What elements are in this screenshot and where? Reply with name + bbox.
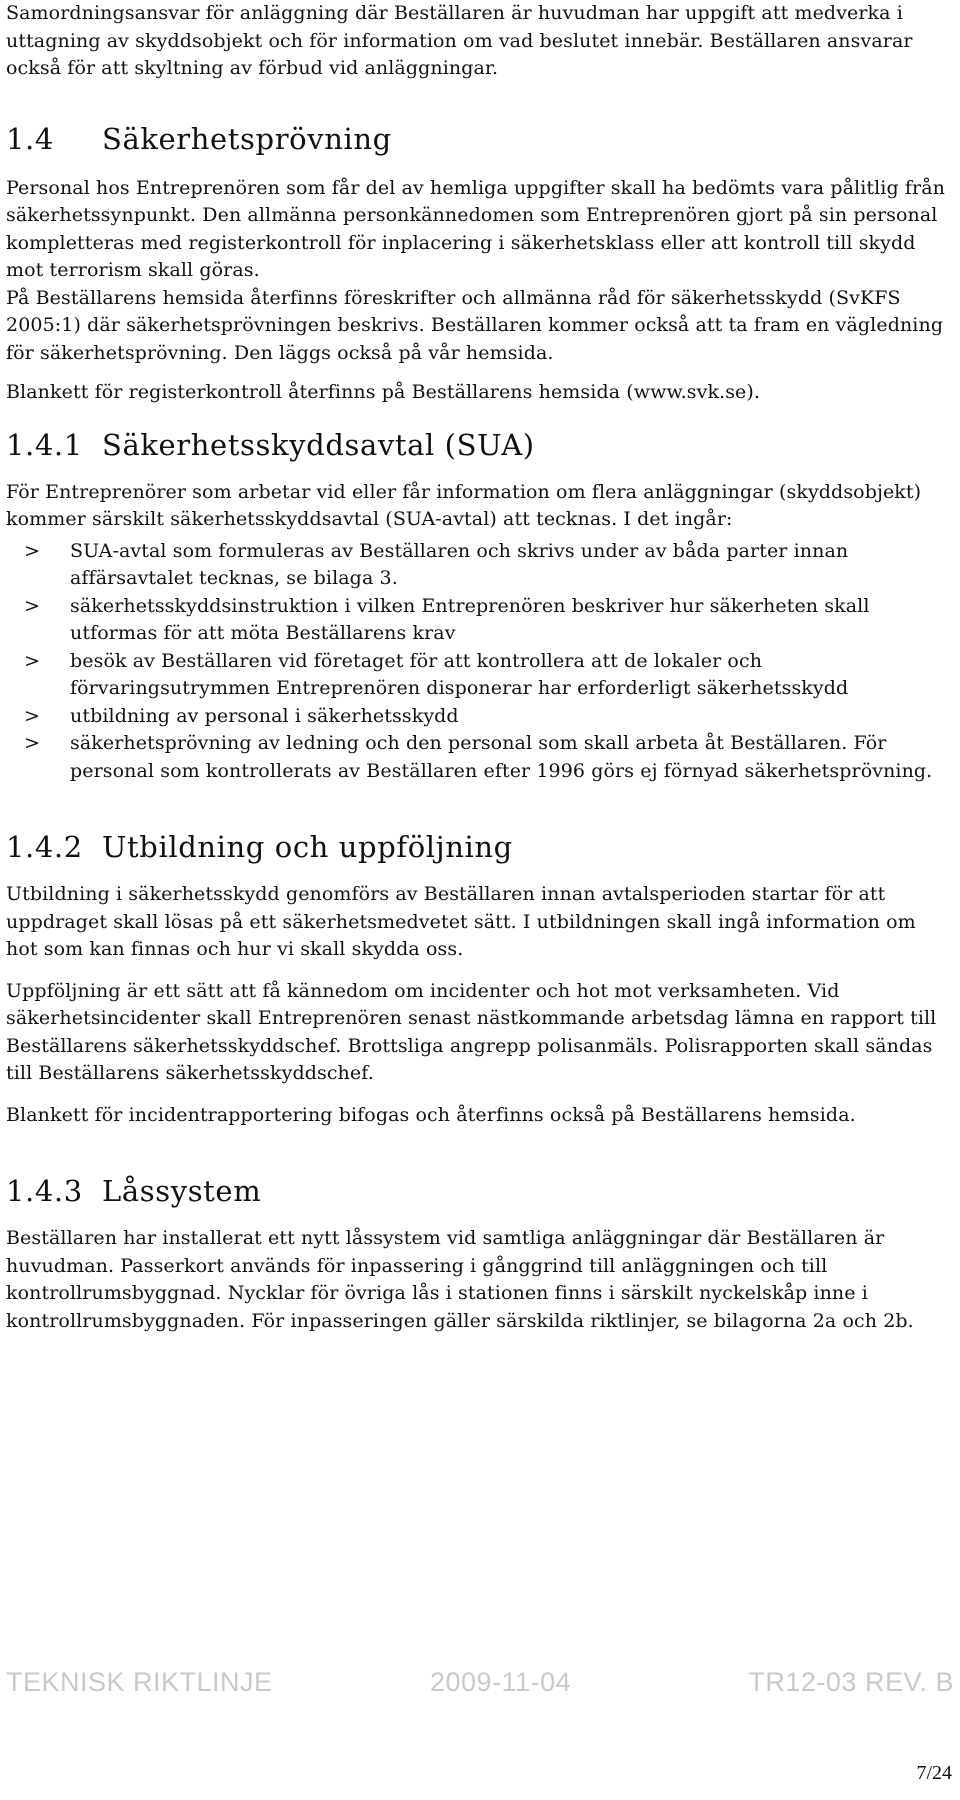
- page-number: 7/24: [916, 1762, 952, 1784]
- heading-1-4-number: 1.4: [6, 121, 54, 156]
- section-1-4-paragraph-2: På Beställarens hemsida återfinns föreskrifter och allmänna råd för säkerhetsskydd (SvKFS 2005:1) där säkerhetsprövningen beskrivs. Beställaren kommer också att ta fram en vägledning för säkerhetsprövning. Den läggs också på vår hemsida.: [6, 286, 944, 364]
- list-item: > besök av Beställaren vid företaget för att kontrollera att de lokaler och förvaringsutrymmen Entreprenören disponerar har erforderligt säkerhetsskydd: [24, 649, 849, 699]
- sua-requirements-list: [6, 538, 950, 786]
- list-marker: >: [24, 732, 41, 754]
- page-footer: [6, 1667, 954, 1701]
- list-item: > utbildning av personal i säkerhetsskydd: [6, 703, 950, 731]
- list-marker: >: [24, 704, 41, 727]
- heading-1-4: [6, 121, 950, 157]
- footer-revision: TR12-03 REV. B: [748, 1667, 954, 1697]
- section-1-4-1-paragraph-1: För Entreprenörer som arbetar vid eller får information om flera anläggningar (skyddsobjekt) kommer särskilt säkerhetsskyddsavtal (SUA-avtal) att tecknas. I det ingår:: [6, 480, 922, 530]
- footer-document-type: TEKNISK RIKTLINJE: [6, 1667, 273, 1697]
- list-item: > säkerhetsprövning av ledning och den personal som skall arbeta åt Beställaren. För personal som kontrollerats av Beställaren efter 1996 görs ej förnyad säkerhetsprövning.: [24, 732, 933, 782]
- heading-1-4-1-number: 1.4.1: [6, 427, 83, 462]
- heading-1-4-2: [6, 829, 950, 865]
- list-marker: >: [24, 649, 41, 672]
- heading-1-4-1-title: Säkerhetsskyddsavtal (SUA): [102, 427, 535, 462]
- section-1-4-paragraph-1: Personal hos Entreprenören som får del av hemliga uppgifter skall ha bedömts vara pålitlig från säkerhetssynpunkt. Den allmänna personkännedomen som Entreprenören gjort på sin personal kompletteras med registerkontroll för inplacering i säkerhetsklass eller att kontroll till skydd mot terrorism skall göras.: [6, 176, 945, 281]
- heading-1-4-2-number: 1.4.2: [6, 830, 83, 864]
- footer-date: 2009-11-04: [430, 1667, 572, 1697]
- list-item: > säkerhetsskyddsinstruktion i vilken Entreprenören beskriver hur säkerheten skall utformas för att möta Beställarens krav: [24, 594, 870, 644]
- heading-1-4-1: [6, 427, 950, 463]
- list-item: > SUA-avtal som formuleras av Beställaren och skrivs under av båda parter innan affärsavtalet tecknas, se bilaga 3.: [24, 539, 849, 589]
- heading-1-4-2-title: Utbildning och uppföljning: [102, 830, 513, 864]
- section-1-4-2-paragraph-1: Utbildning i säkerhetsskydd genomförs av Beställaren innan avtalsperioden startar för att uppdraget skall lösas på ett säkerhetsmedvetet sätt. I utbildningen skall ingå information om hot som kan finnas och hur vi skall skydda oss.: [6, 883, 916, 960]
- heading-1-4-3: [6, 1173, 950, 1209]
- heading-1-4-3-title: Låssystem: [102, 1174, 262, 1208]
- intro-paragraph: Samordningsansvar för anläggning där Beställaren är huvudman har uppgift att medverka i uttagning av skyddsobjekt och för information om vad beslutet innebär. Beställaren ansvarar också för att skyltning av förbud vid anläggningar.: [6, 2, 913, 79]
- heading-1-4-3-number: 1.4.3: [6, 1174, 83, 1208]
- heading-1-4-title: Säkerhetsprövning: [102, 121, 392, 156]
- section-1-4-paragraph-3: Blankett för registerkontroll återfinns på Beställarens hemsida (www.svk.se).: [6, 381, 761, 403]
- list-marker: >: [24, 594, 41, 617]
- section-1-4-2-paragraph-2: Uppföljning är ett sätt att få kännedom om incidenter och hot mot verksamheten. Vid säkerhetsincidenter skall Entreprenören senast nästkommande arbetsdag lämna en rapport till Beställarens säkerhetsskyddschef. Brottsliga angrepp polisanmäls. Polisrapporten skall sändas till Beställarens säkerhetsskyddschef.: [6, 979, 937, 1084]
- document-body: [6, 0, 950, 1335]
- list-marker: >: [24, 539, 41, 562]
- section-1-4-3-paragraph-1: Beställaren har installerat ett nytt låssystem vid samtliga anläggningar där Beställaren är huvudman. Passerkort används för inpassering i gånggrind till anläggningen och till kontrollrumsbyggnad. Nycklar för övriga lås i stationen finns i särskilt nyckelskåp inne i kontrollrumsbyggnaden. För inpasseringen gäller särskilda riktlinjer, se bilagorna 2a och 2b.: [6, 1227, 914, 1332]
- section-1-4-2-paragraph-3: Blankett för incidentrapportering bifogas och återfinns också på Beställarens hemsida.: [6, 1103, 856, 1126]
